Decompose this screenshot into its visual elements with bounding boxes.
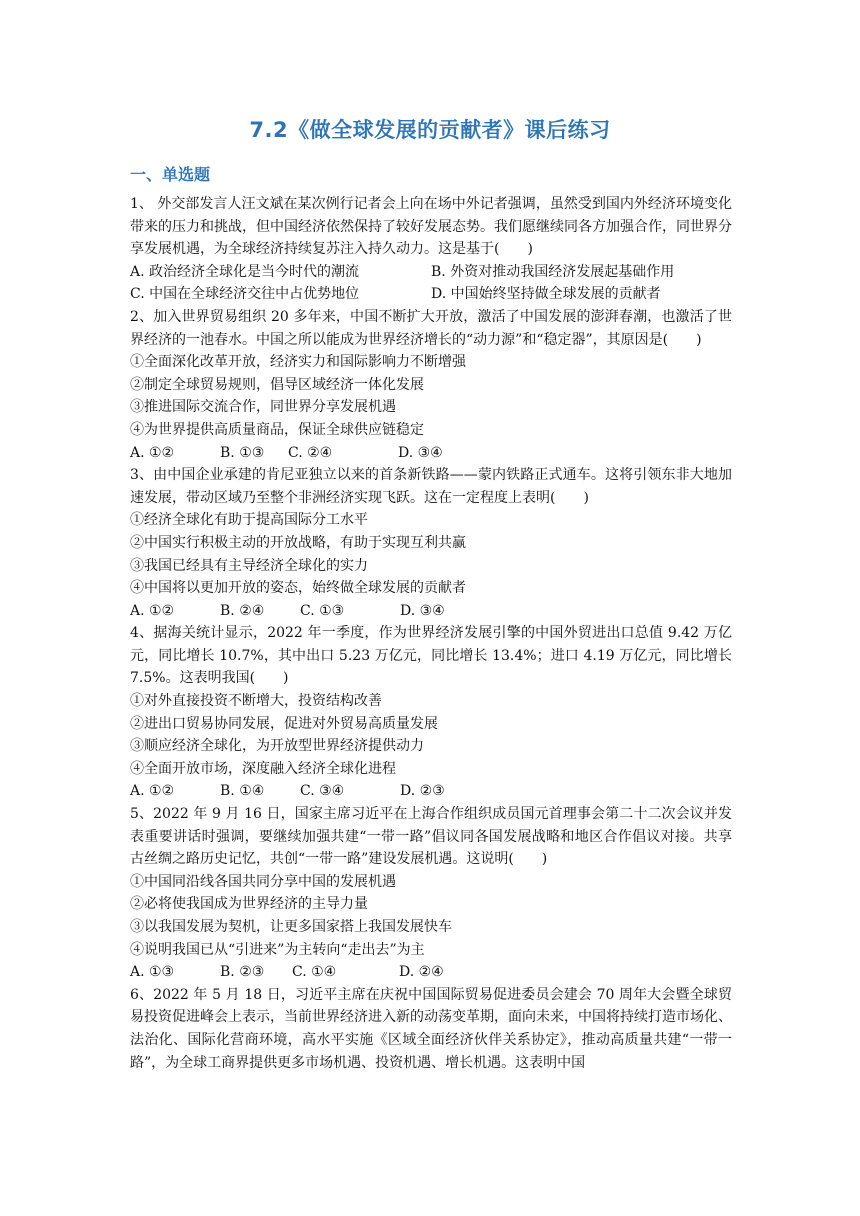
statement-item: ③顺应经济全球化，为开放型世界经济提供动力 [130,738,424,755]
option-c: C. ①④ [292,964,337,981]
statement-item: ③以我国发展为契机，让更多国家搭上我国发展快车 [130,919,452,935]
option-d: D. ③④ [400,602,445,619]
statement-item: ①中国同沿线各国共同分享中国的发展机遇 [130,873,396,890]
option-c: C. ①③ [300,602,345,619]
question-stem: 2、加入世界贸易组织 20 多年来，中国不断扩大开放，激活了中国发展的澎湃春潮，也激活了世界经济的一池春水。中国之所以能成为世界经济增长的“动力源”和“稳定器”，其原因是( ) [130,308,732,348]
option-a: A. ①② [130,783,175,800]
options-row [130,261,732,284]
options-row [130,600,732,623]
question-stem: 1、 外交部发言人汪文斌在某次例行记者会上向在场中外记者强调，虽然受到国内外经济环境变化带来的压力和挑战，但中国经济依然保持了较好发展态势。我们愿继续同各方加强合作，同世界分享发展机遇，为全球经济持续复苏注入持久动力。这是基于( ) [130,196,732,258]
option-c: C. 中国在全球经济交往中占优势地位 [130,286,360,303]
statement-item: ④为世界提供高质量商品，保证全球供应链稳定 [130,421,424,438]
statement-item: ②中国实行积极主动的开放战略，有助于实现互利共赢 [130,534,466,551]
statement-item: ④说明我国已从“引进来”为主转向“走出去”为主 [130,941,425,958]
question-5 [130,803,732,984]
option-a: A. ①③ [130,964,175,981]
question-stem: 6、2022 年 5 月 18 日，习近平主席在庆祝中国国际贸易促进委员会建会 70 周年大会暨全球贸易投资促进峰会上表示，当前世界经济进入新的动荡变革期，面向未来，中国将持续打造市场化、法治化、国际化营商环境，高水平实施《区域全面经济伙伴关系协定》，推动高质量共建“一带一路”，为全球工商界提供更多市场机遇、投资机遇、增长机遇。这表明中国 [130,986,732,1071]
option-a: A. 政治经济全球化是当今时代的潮流 [130,263,360,280]
option-b: B. ①④ [220,783,265,800]
question-stem: 4、据海关统计显示，2022 年一季度，作为世界经济发展引擎的中国外贸进出口总值 9.42 万亿元，同比增长 10.7%，其中出口 5.23 万亿元，同比增长 13.4%；进口 4.19 万亿元，同比增长 7.5%。这表明我国( ) [130,625,732,687]
options-row [130,961,732,984]
option-a: A. ①② [130,444,175,461]
option-c: C. ③④ [300,783,345,800]
option-b: B. ②③ [220,964,265,981]
statement-item: ①全面深化改革开放，经济实力和国际影响力不断增强 [130,354,466,371]
question-stem: 5、2022 年 9 月 16 日，国家主席习近平在上海合作组织成员国元首理事会第二十二次会议并发表重要讲话时强调，要继续加强共建“一带一路”倡议同各国发展战略和地区合作倡议对接。共享古丝绸之路历史记忆，共创“一带一路”建设发展机遇。这说明( ) [130,806,732,868]
question-4 [130,622,732,803]
question-stem: 3、由中国企业承建的肯尼亚独立以来的首条新铁路——蒙内铁路正式通车。这将引领东非大地加速发展，带动区域乃至整个非洲经济实现飞跃。这在一定程度上表明( ) [130,467,732,506]
statement-item: ②制定全球贸易规则，倡导区域经济一体化发展 [130,376,424,393]
question-3 [130,464,732,622]
options-row [130,780,732,803]
statement-item: ①对外直接投资不断增大，投资结构改善 [130,693,382,710]
section-heading: 一、单选题 [130,165,211,184]
statement-item: ④中国将以更加开放的姿态，始终做全球发展的贡献者 [130,580,466,597]
question-6 [130,984,732,1074]
statement-item: ③推进国际交流合作，同世界分享发展机遇 [130,399,396,416]
statement-item: ②进出口贸易协同发展，促进对外贸易高质量发展 [130,715,438,732]
option-b: B. ①③ [220,444,265,461]
option-c: C. ②④ [288,444,333,461]
statement-item: ①经济全球化有助于提高国际分工水平 [130,512,368,529]
option-b: B. ②④ [220,602,265,619]
question-2 [130,306,732,464]
statement-item: ②必将使我国成为世界经济的主导力量 [130,896,368,913]
question-1 [130,193,732,306]
option-d: D. ②④ [399,964,444,981]
option-d: D. ②③ [400,783,445,800]
statement-item: ③我国已经具有主导经济全球化的实力 [130,557,368,574]
page-title: 7.2《做全球发展的贡献者》课后练习 [249,118,611,142]
option-d: D. ③④ [398,444,443,461]
option-a: A. ①② [130,602,175,619]
option-d: D. 中国始终坚持做全球发展的贡献者 [431,286,661,303]
options-row [130,442,732,465]
statement-item: ④全面开放市场，深度融入经济全球化进程 [130,760,396,777]
options-row [130,283,732,306]
question-list [130,193,732,1074]
option-b: B. 外资对推动我国经济发展起基础作用 [431,263,675,280]
